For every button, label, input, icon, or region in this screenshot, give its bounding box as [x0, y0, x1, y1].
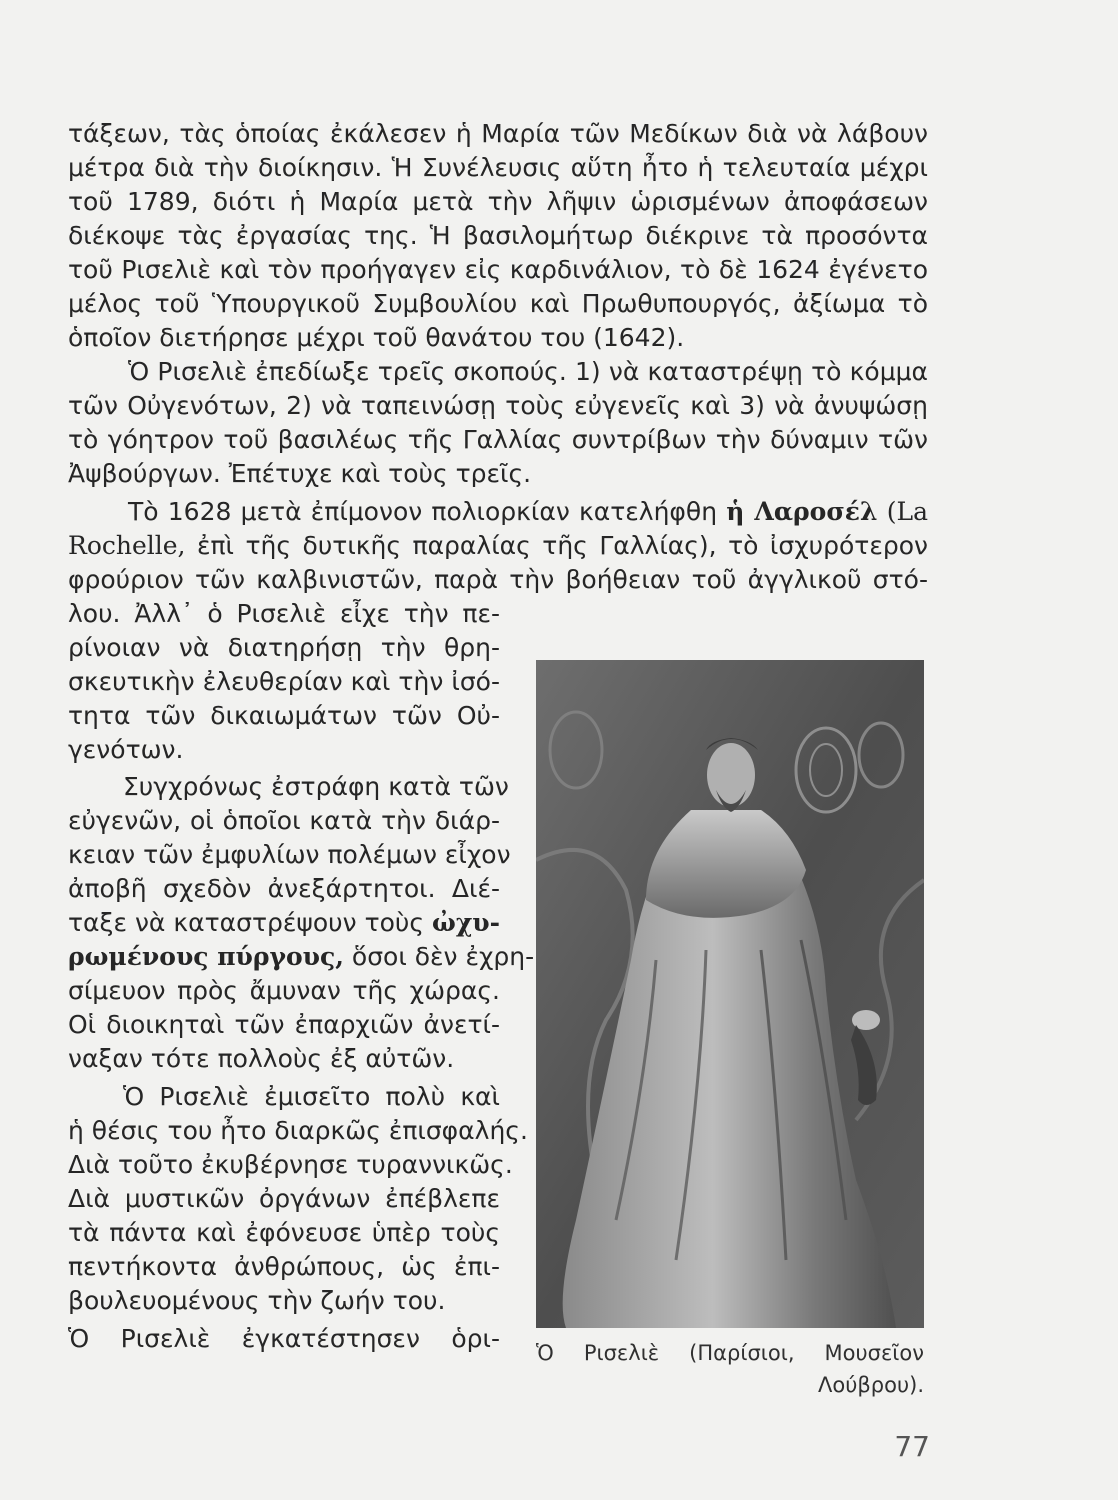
text-line: μέτρα διὰ τὴν διοίκησιν. Ἡ Συνέλευσις αὕτη ἦτο ἡ τελευταία μέχρι	[68, 153, 928, 182]
text-line: μέλος τοῦ Ὑπουργικοῦ Συμβουλίου καὶ Πρωθυπουργός, ἀξίωμα τὸ	[68, 289, 928, 318]
text-line: Διὰ μυστικῶν ὀργάνων ἐπέβλεπε	[68, 1184, 500, 1213]
text-line: ὁποῖον διετήρησε μέχρι τοῦ θανάτου του (1642).	[68, 323, 685, 352]
text-line: Διὰ τοῦτο ἐκυβέρνησε τυραννικῶς.	[68, 1150, 513, 1179]
bold-term: ὠχυ-	[432, 908, 500, 937]
text-line: φρούριον τῶν καλβινιστῶν, παρὰ τὴν βοήθειαν τοῦ ἀγγλικοῦ στό-	[68, 565, 928, 594]
text-line	[68, 940, 535, 974]
figure-caption: Ὁ Ρισελιὲ (Παρίσιοι, Μουσεῖον	[536, 1341, 924, 1365]
text-line: τοῦ Ρισελιὲ καὶ τὸν προήγαγεν εἰς καρδινάλιον, τὸ δὲ 1624 ἐγένετο	[68, 255, 928, 284]
text-line: σκευτικὴν ἐλευθερίαν καὶ τὴν ἰσό-	[68, 667, 500, 696]
text-line: τοῦ 1789, διότι ἡ Μαρία μετὰ τὴν λῆψιν ὡρισμένων ἀποφάσεων	[68, 187, 928, 216]
text-line: γενότων.	[68, 735, 184, 764]
text-line: σίμευον πρὸς ἄμυναν τῆς χώρας.	[68, 976, 500, 1005]
text-line: τῶν Οὐγενότων, 2) νὰ ταπεινώσῃ τοὺς εὐγενεῖς καὶ 3) νὰ ἀνυψώσῃ	[68, 391, 928, 420]
text-line: κειαν τῶν ἐμφυλίων πολέμων εἶχον	[68, 840, 511, 869]
cardinal-portrait-drawing	[536, 660, 924, 1328]
text-span: ἐπὶ τῆς δυτικῆς παραλίας τῆς Γαλλίας), τὸ ἰσχυρότερον	[185, 531, 928, 560]
text-line: τάξεων, τὰς ὁποίας ἐκάλεσεν ἡ Μαρία τῶν Μεδίκων διὰ νὰ λάβουν	[68, 119, 928, 148]
text-line: τὰ πάντα καὶ ἐφόνευσε ὑπὲρ τοὺς	[68, 1218, 500, 1247]
text-span: (La	[877, 497, 928, 526]
paragraph-start-line: Συγχρόνως ἐστράφη κατὰ τῶν	[123, 772, 509, 801]
text-line: ἀποβῆ σχεδὸν ἀνεξάρτητοι. Διέ-	[68, 874, 500, 903]
latin-term: Rochelle,	[68, 531, 186, 560]
paragraph-start-line	[68, 495, 928, 529]
text-line: λου. Ἀλλ᾽ ὁ Ρισελιὲ εἶχε τὴν πε-	[68, 599, 500, 628]
portrait-image	[536, 660, 924, 1328]
text-line: ναξαν τότε πολλοὺς ἐξ αὐτῶν.	[68, 1044, 455, 1073]
bold-term-larochelle: ἡ Λαροσέλ	[726, 497, 878, 526]
figure-caption-cont: Λούβρου).	[818, 1373, 924, 1397]
paragraph-start-line: Ὁ Ρισελιὲ ἐμισεῖτο πολὺ καὶ	[123, 1082, 500, 1111]
text-line: ρίνοιαν νὰ διατηρήσῃ τὴν θρη-	[68, 633, 500, 662]
text-span: Τὸ 1628 μετὰ ἐπίμονον πολιορκίαν κατελήφθη	[128, 497, 727, 526]
paragraph-start-line: Ὁ Ρισελιὲ ἐπεδίωξε τρεῖς σκοπούς. 1) νὰ καταστρέψῃ τὸ κόμμα	[128, 357, 928, 386]
text-line: βουλευομένους τὴν ζωήν του.	[68, 1286, 446, 1315]
text-line: πεντήκοντα ἀνθρώπους, ὡς ἐπι-	[68, 1252, 500, 1281]
page-number: 77	[894, 1430, 930, 1463]
text-span: ταξε νὰ καταστρέψουν τοὺς	[68, 908, 433, 937]
text-line: τὸ γόητρον τοῦ βασιλέως τῆς Γαλλίας συντρίβων τὴν δύναμιν τῶν	[68, 425, 928, 454]
text-line: διέκοψε τὰς ἐργασίας της. Ἡ βασιλομήτωρ διέκρινε τὰ προσόντα	[68, 221, 928, 250]
paragraph-start-line: Ὁ Ρισελιὲ ἐγκατέστησεν ὁρι-	[68, 1324, 500, 1353]
text-line: τητα τῶν δικαιωμάτων τῶν Οὐ-	[68, 701, 500, 730]
text-line: ἡ θέσις του ἦτο διαρκῶς ἐπισφαλής.	[68, 1116, 528, 1145]
bold-term: ρωμένους πύργους,	[68, 942, 344, 971]
text-line	[68, 529, 928, 563]
text-line	[68, 906, 500, 940]
text-line: Ἀψβούργων. Ἐπέτυχε καὶ τοὺς τρεῖς.	[68, 459, 532, 488]
text-line: Οἱ διοικηταὶ τῶν ἐπαρχιῶν ἀνετί-	[68, 1010, 500, 1039]
text-line: εὐγενῶν, οἱ ὁποῖοι κατὰ τὴν διάρ-	[68, 806, 500, 835]
text-span: ὅσοι δὲν ἐχρη-	[343, 942, 535, 971]
